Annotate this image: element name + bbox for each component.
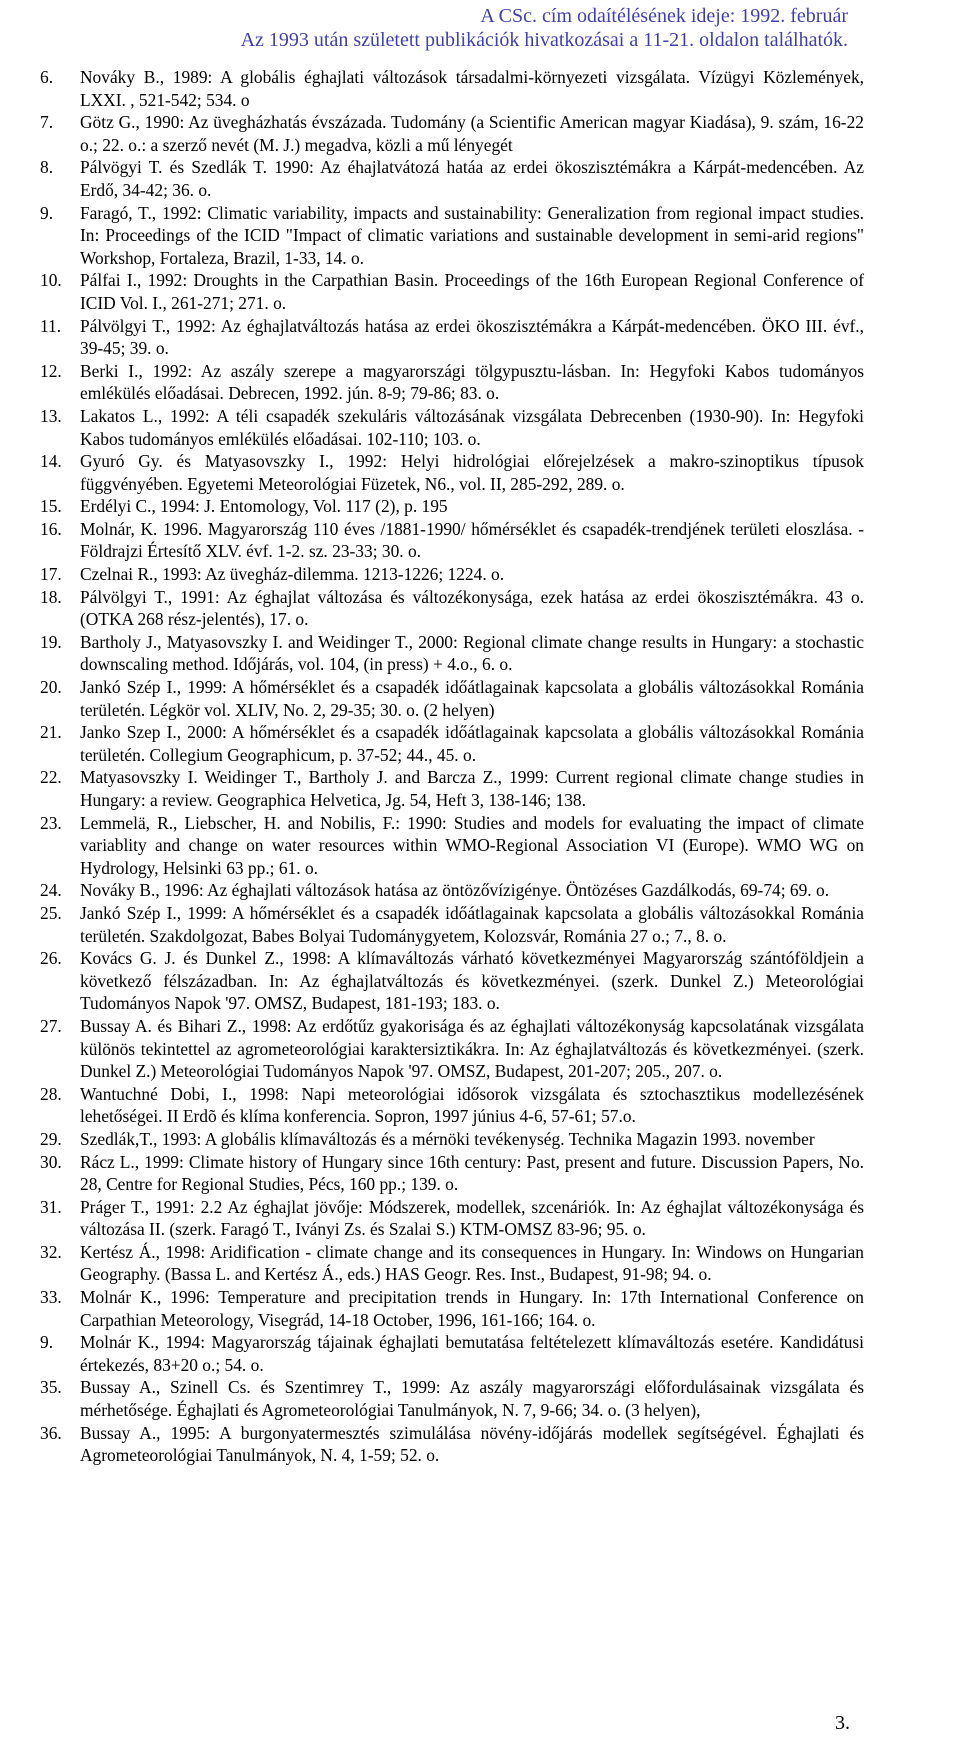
reference-number: 20. [40, 677, 62, 698]
reference-text: Pálvölgyi T., 1992: Az éghajlatváltozás hatása az erdei ökoszisztémákra a Kárpát-medencében. ÖKO III. évf., 39-45; 39. o. [80, 315, 864, 359]
reference-number: 31. [40, 1196, 62, 1217]
reference-item [40, 631, 864, 676]
reference-item [40, 111, 864, 156]
reference-number: 12. [40, 360, 62, 381]
reference-item [40, 269, 864, 314]
reference-item [40, 563, 864, 586]
reference-number: 10. [40, 270, 62, 291]
reference-text: Molnár K., 1996: Temperature and precipitation trends in Hungary. In: 17th International Conference on Carpathian Meteorology, Visegrád, 14-18 October, 1996, 161-166; 164. o. [80, 1287, 864, 1330]
reference-text: Wantuchné Dobi, I., 1998: Napi meteorológiai idősorok vizsgálata és sztochasztikus modellezésének lehetőségei. II Erdõ és klíma konferencia. Sopron, 1997 június 4-6, 57-61; 57.o. [80, 1083, 864, 1127]
reference-number: 36. [40, 1422, 62, 1443]
reference-text: Bussay A. és Bihari Z., 1998: Az erdőtűz gyakorisága és az éghajlati változékonyság kapcsolatának vizsgálata különös tekintettel az agrometeorológiai karaktersiztikákra. In: Az éghajlatváltozás és következményei. (szerk. Dunkel Z.) Meteorológiai Tudományos Napok '97. OMSZ, Budapest, 201-207; 205., 207. o. [80, 1015, 864, 1082]
reference-item [40, 518, 864, 563]
reference-number: 21. [40, 722, 62, 743]
reference-item [40, 721, 864, 766]
reference-text: Molnár K., 1994: Magyarország tájainak éghajlati bemutatása feltételezett klímaváltozás esetére. Kandidátusi értekezés, 83+20 o.; 54. o. [80, 1332, 864, 1375]
reference-item [40, 1196, 864, 1241]
reference-number: 8. [40, 157, 54, 178]
reference-item [40, 1015, 864, 1083]
reference-number: 9. [40, 1332, 54, 1353]
reference-text: Lemmelä, R., Liebscher, H. and Nobilis, F.: 1990: Studies and models for evaluating the impact of climate variablity and change on water resources within WMO-Regional Association VI (Europe). WMO WG on Hydrology, Helsinki 63 pp.; 61. o. [80, 812, 864, 878]
reference-number: 6. [40, 67, 54, 87]
reference-item [40, 1083, 864, 1128]
reference-text: Pálvögyi T. és Szedlák T. 1990: Az éhajlatvátozá hatáa az erdei ökoszisztémákra a Kárpát-medencében. Az Erdő, 34-42; 36. o. [80, 157, 864, 200]
reference-text: Erdélyi C., 1994: J. Entomology, Vol. 117 (2), p. 195 [80, 496, 448, 517]
reference-text: Jankó Szép I., 1999: A hőmérséklet és a csapadék időátlagainak kapcsolata a globális változásokkal Románia területén. Szakdolgozat, Babes Bolyai Tudománygyetem, Kolozsvár, Románia 27 o.; 7., 8. o. [80, 902, 864, 946]
reference-number: 24. [40, 880, 62, 901]
reference-text: Gyuró Gy. és Matyasovszky I., 1992: Helyi hidrológiai előrejelzések a makro-szinoptikus típusok függvényében. Egyetemi Meteorológiai Füzetek, N6., vol. II, 285-292, 289. o. [80, 451, 864, 494]
reference-number: 33. [40, 1287, 62, 1308]
reference-item [40, 879, 864, 902]
reference-number: 15. [40, 496, 62, 517]
reference-number: 28. [40, 1083, 62, 1104]
reference-text: Szedlák,T., 1993: A globális klímaváltozás és a mérnöki tevékenység. Technika Magazin 1993. november [80, 1128, 815, 1149]
reference-text: Götz G., 1990: Az üvegházhatás évszázada. Tudomány (a Scientific American magyar Kiadása), 9. szám, 16-22 o.; 22. o.: a szerző nevét (M. J.) megadva, közli a mű lényegét [80, 112, 864, 155]
reference-item [40, 1422, 864, 1467]
reference-list [40, 66, 864, 1467]
reference-text: Bussay A., 1995: A burgonyatermesztés szimulálása növény-időjárás modellek segítségével. Éghajlati és Agrometeorológiai Tanulmányok, N. 4, 1-59; 52. o. [80, 1422, 864, 1466]
reference-number: 14. [40, 451, 62, 472]
reference-number: 26. [40, 948, 62, 969]
reference-item [40, 1241, 864, 1286]
reference-item [40, 315, 864, 360]
reference-number: 23. [40, 812, 62, 833]
reference-item [40, 766, 864, 811]
reference-item [40, 405, 864, 450]
reference-item [40, 676, 864, 721]
reference-item [40, 495, 864, 518]
reference-text: Kovács G. J. és Dunkel Z., 1998: A klímaváltozás várható következményei Magyarország szántóföldjein a következő félszázadban. In: Az éghajlatváltozás és következményei. (szerk. Dunkel Z.) Meteorológiai Tudományos Napok '97. OMSZ, Budapest, 181-193; 183. o. [80, 948, 864, 1014]
reference-text: Pálfai I., 1992: Droughts in the Carpathian Basin. Proceedings of the 16th European Regional Conference of ICID Vol. I., 261-271; 271. o. [80, 270, 864, 313]
page-number: 3. [835, 1712, 850, 1734]
reference-item [40, 1151, 864, 1196]
reference-number: 19. [40, 631, 62, 652]
reference-item [40, 947, 864, 1015]
reference-item [40, 1376, 864, 1421]
reference-text: Rácz L., 1999: Climate history of Hungary since 16th century: Past, present and future. Discussion Papers, No. 28, Centre for Regional Studies, Pécs, 160 pp.; 139. o. [80, 1151, 864, 1195]
reference-number: 25. [40, 902, 62, 923]
reference-number: 7. [40, 112, 54, 133]
reference-item [40, 586, 864, 631]
reference-item [40, 902, 864, 947]
reference-number: 29. [40, 1128, 62, 1149]
reference-text: Nováky B., 1996: Az éghajlati változások hatása az öntözővízigénye. Öntözéses Gazdálkodás, 69-74; 69. o. [80, 880, 830, 901]
page-header [241, 4, 848, 52]
reference-item [40, 1331, 864, 1376]
header-line-1: A CSc. cím odaítélésének ideje: 1992. február [480, 5, 848, 27]
reference-number: 17. [40, 564, 62, 585]
reference-item [40, 156, 864, 201]
reference-text: Czelnai R., 1993: Az üvegház-dilemma. 1213-1226; 1224. o. [80, 564, 505, 585]
reference-text: Kertész Á., 1998: Aridification - climate change and its consequences in Hungary. In: Windows on Hungarian Geography. (Bassa L. and Kertész Á., eds.) HAS Geogr. Res. Inst., Budapest, 91-98; 94. o. [80, 1241, 864, 1285]
reference-number: 27. [40, 1015, 62, 1036]
reference-item [40, 360, 864, 405]
reference-number: 11. [40, 315, 62, 336]
reference-text: Faragó, T., 1992: Climatic variability, impacts and sustainability: Generalization from regional impact studies. In: Proceedings of the ICID "Impact of climatic variations and sustainable development in semi-arid regions" Workshop, Fortaleza, Brazil, 1-33, 14. o. [80, 202, 864, 268]
reference-text: Molnár, K. 1996. Magyarország 110 éves /1881-1990/ hőmérséklet és csapadék-trendjének területi eloszlása. - Földrajzi Értesítő XLV. évf. 1-2. sz. 23-33; 30. o. [80, 518, 864, 562]
reference-item [40, 1128, 864, 1151]
reference-text: Jankó Szép I., 1999: A hőmérséklet és a csapadék időátlagainak kapcsolata a globális változásokkal Románia területén. Légkör vol. XLIV, No. 2, 29-35; 30. o. (2 helyen) [80, 677, 864, 720]
reference-number: 32. [40, 1241, 62, 1262]
reference-number: 16. [40, 518, 62, 539]
reference-text: Nováky B., 1989: A globális éghajlati változások társadalmi-környezeti vizsgálata. Vízügyi Közlemények, LXXI. , 521-542; 534. o [80, 67, 864, 110]
reference-text: Janko Szep I., 2000: A hőmérséklet és a csapadék időátlagainak kapcsolata a globális változásokkal Románia területén. Collegium Geographicum, p. 37-52; 44., 45. o. [80, 722, 864, 765]
reference-text: Matyasovszky I. Weidinger T., Bartholy J. and Barcza Z., 1999: Current regional climate change studies in Hungary: a review. Geographica Helvetica, Jg. 54, Heft 3, 138-146; 138. [80, 767, 864, 810]
reference-item [40, 66, 864, 111]
reference-text: Bartholy J., Matyasovszky I. and Weidinger T., 2000: Regional climate change results in Hungary: a stochastic downscaling method. Időjárás, vol. 104, (in press) + 4.o., 6. o. [80, 631, 864, 675]
reference-number: 18. [40, 586, 62, 607]
reference-text: Berki I., 1992: Az aszály szerepe a magyarországi tölgypusztu-lásban. In: Hegyfoki Kabos tudományos emlékülés előadásai. Debrecen, 1992. jún. 8-9; 79-86; 83. o. [80, 360, 864, 404]
reference-number: 35. [40, 1377, 62, 1398]
reference-item [40, 812, 864, 880]
reference-text: Práger T., 1991: 2.2 Az éghajlat jövője: Módszerek, modellek, szcenáriók. In: Az éghajlat változékonysága és változása II. (szerk. Faragó T., Iványi Zs. és Szalai S.) KTM-OMSZ 83-96; 95. o. [80, 1196, 864, 1240]
reference-number: 9. [40, 202, 54, 223]
reference-text: Bussay A., Szinell Cs. és Szentimrey T., 1999: Az aszály magyarországi előfordulásainak vizsgálata és mérhetősége. Éghajlati és Agrometeorológiai Tanulmányok, N. 7, 9-66; 34. o. (3 helyen), [80, 1377, 864, 1421]
header-line-2: Az 1993 után született publikációk hivatkozásai a 11-21. oldalon találhatók. [240, 29, 848, 51]
reference-number: 13. [40, 405, 62, 426]
reference-number: 30. [40, 1151, 62, 1172]
reference-number: 22. [40, 767, 62, 788]
reference-text: Pálvölgyi T., 1991: Az éghajlat változása és változékonysága, ezek hatása az erdei ökoszisztémákra. 43 o. (OTKA 268 rész-jelentés), 17. o. [80, 586, 864, 630]
reference-item [40, 202, 864, 270]
reference-item [40, 450, 864, 495]
reference-text: Lakatos L., 1992: A téli csapadék szekuláris változásának vizsgálata Debrecenben (1930-90). In: Hegyfoki Kabos tudományos emlékülés előadásai. 102-110; 103. o. [80, 405, 864, 449]
reference-item [40, 1286, 864, 1331]
